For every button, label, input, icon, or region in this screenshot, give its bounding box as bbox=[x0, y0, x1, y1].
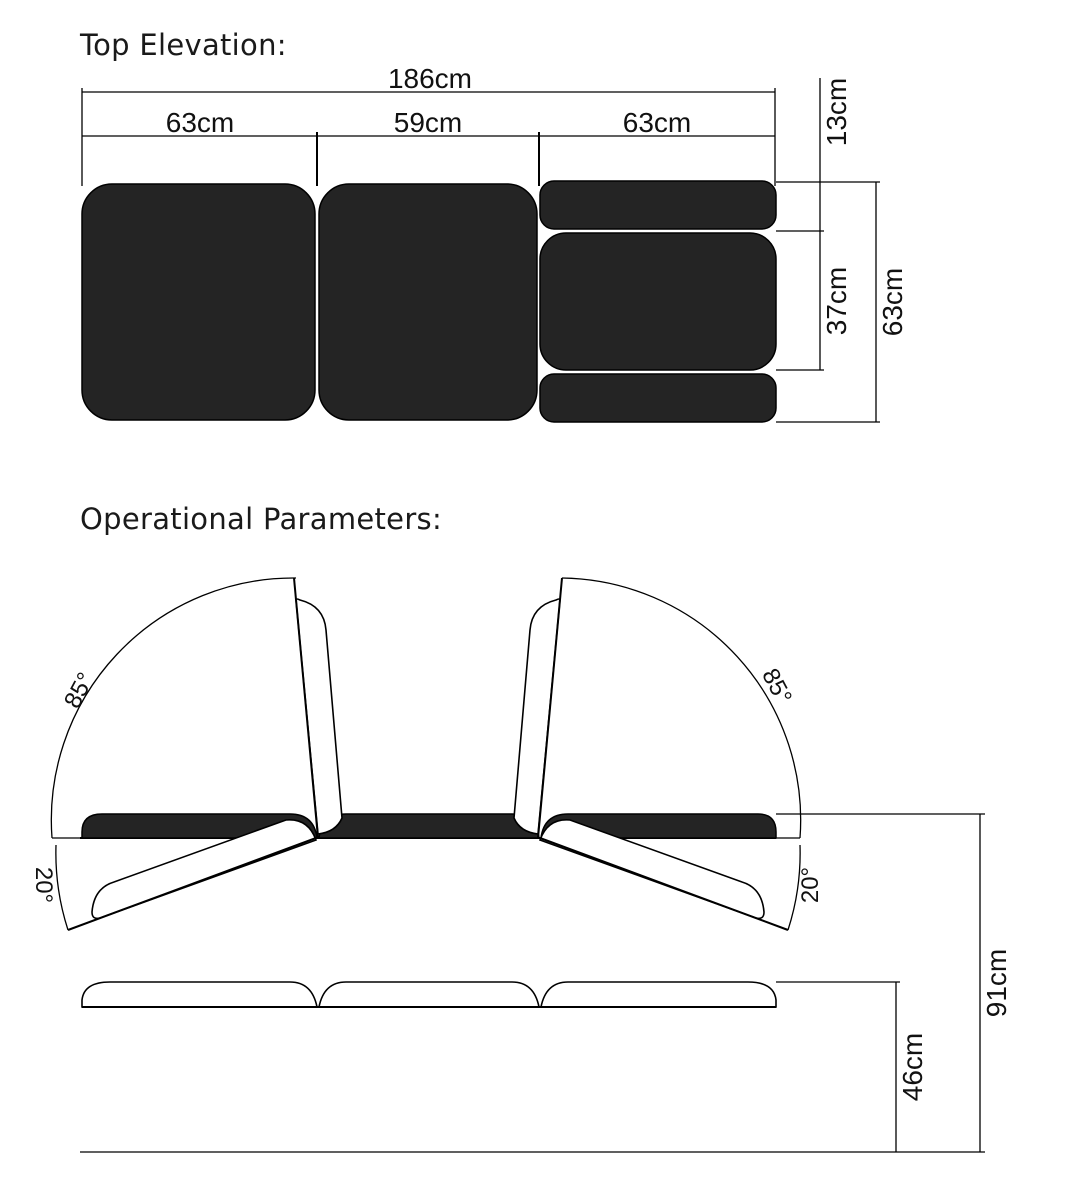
width-dimensions bbox=[776, 78, 908, 422]
segment-2-label: 59cm bbox=[393, 107, 463, 138]
leg-tilt-up-label: 85° bbox=[756, 664, 798, 709]
seat-section-pad bbox=[319, 184, 537, 420]
back-pad-low bbox=[82, 982, 317, 1007]
side-pad-width-label: 13cm bbox=[821, 77, 852, 147]
total-length-label: 186cm bbox=[387, 63, 473, 94]
operational-view bbox=[30, 578, 1012, 1152]
leg-tilt-down-label: 20° bbox=[797, 866, 824, 904]
seat-pad-flat bbox=[319, 814, 539, 838]
middle-pad-width-label: 37cm bbox=[821, 266, 852, 336]
min-height-label: 46cm bbox=[897, 1032, 928, 1102]
top-elevation-heading: Top Elevation: bbox=[80, 28, 287, 62]
leg-pad-lowered-edge bbox=[540, 838, 788, 930]
segment-3-label: 63cm bbox=[622, 107, 692, 138]
back-tilt-down-label: 20° bbox=[30, 866, 57, 904]
back-section-pad bbox=[82, 184, 315, 420]
height-dimensions bbox=[776, 814, 1012, 1152]
back-tilt-up-label: 85° bbox=[58, 668, 100, 713]
max-height-label: 91cm bbox=[981, 948, 1012, 1018]
seat-pad-low bbox=[319, 982, 539, 1007]
leg-side-pad-top bbox=[540, 181, 776, 229]
total-width-label: 63cm bbox=[877, 267, 908, 337]
leg-pad-low bbox=[541, 982, 776, 1007]
leg-pad-raised bbox=[514, 599, 560, 834]
leg-middle-pad bbox=[540, 233, 776, 370]
operational-parameters-heading: Operational Parameters: bbox=[80, 502, 443, 536]
segment-1-label: 63cm bbox=[165, 107, 235, 138]
leg-side-pad-bottom bbox=[540, 374, 776, 422]
top-elevation-view bbox=[82, 63, 908, 422]
back-pad-lowered-edge bbox=[68, 838, 316, 930]
segment-dimensions bbox=[82, 107, 775, 186]
back-pad-raised bbox=[296, 599, 342, 834]
